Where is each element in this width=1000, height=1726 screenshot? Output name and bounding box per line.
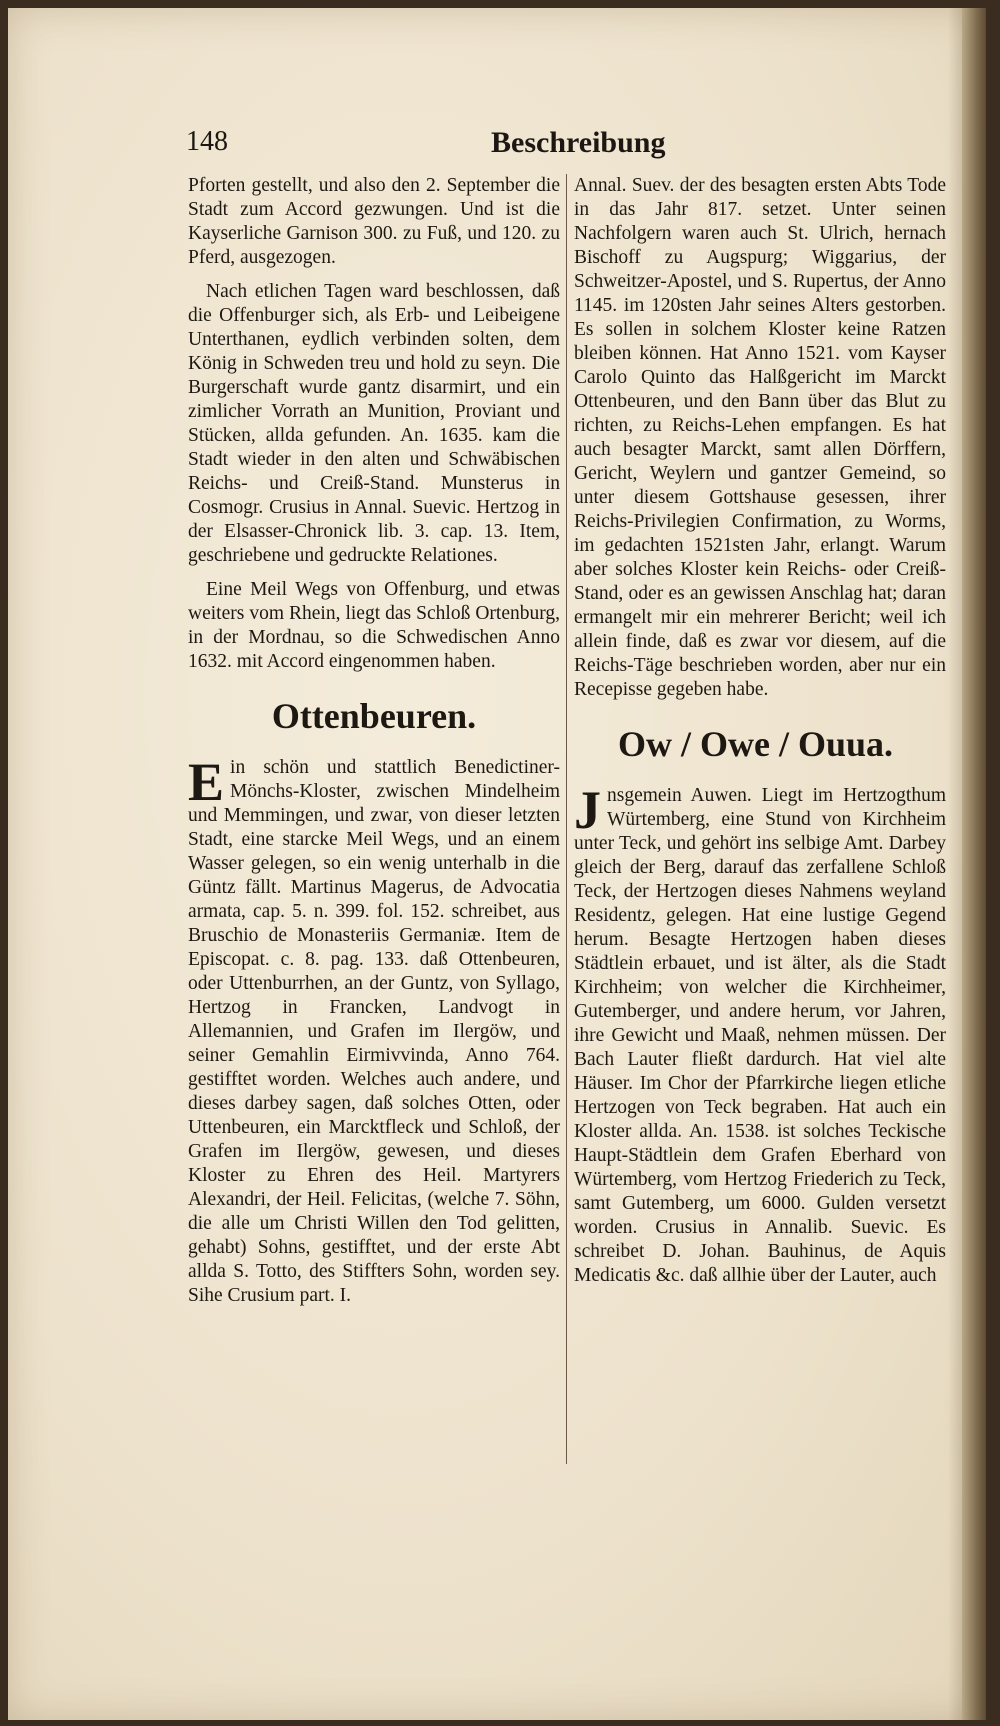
paragraph: Annal. Suev. der des besagten ersten Abts Tode in das Jahr 817. setzet. Unter seinen Nachfolgern waren auch St. Ulrich, hernach Bischoff zu Augspurg; Wiggarius, der Schweitzer-Apostel, und S. Rupertus, der Anno 1145. im 120sten Jahr seines Alters gestorben. Es sollen in solchem Kloster keine Ratzen bleiben können. Hat Anno 1521. vom Kayser Carolo Quinto das Halßgericht im Marckt Ottenbeuren, und den Bann über das Blut zu richten, zu Reichs-Lehen empfangen. Es hat auch besagter Marckt, samt allen Dörffern, Gericht, Weylern und gantzer Gemeind, so unter diesem Gottshause gesessen, ihrer Reichs-Privilegien Confirmation, zu Worms, im gedachten 1521sten Jahr, erlangt. Warum aber solches Kloster kein Reichs- oder Creiß-Stand, oder es an gewissen Anschlag hat; daran ermangelt mir ein mehrerer Bericht; weil ich allein finde, daß es zwar vor diesem, auf die Reichs-Täge beschrieben worden, aber nur ein Recepisse gegeben habe. <box>574 175 946 700</box>
book-gutter <box>962 8 986 1720</box>
drop-cap: E <box>188 752 225 812</box>
paragraph: Pforten gestellt, und also den 2. September die Stadt zum Accord gezwungen. Und ist die Kayserliche Garnison 300. zu Fuß, und 120. zu Pferd, ausgezogen. <box>188 175 560 268</box>
book-page <box>8 8 986 1720</box>
section-heading-ottenbeuren: Ottenbeuren. <box>271 696 477 736</box>
column-divider <box>566 174 567 1464</box>
paragraph <box>188 752 560 1308</box>
paragraph: Eine Meil Wegs von Offenburg, und etwas weiters vom Rhein, liegt das Schloß Ortenburg, in der Mordnau, so die Schwedischen Anno 1632. mit Accord eingenommen haben. <box>188 579 560 672</box>
paragraph: Nach etlichen Tagen ward beschlossen, daß die Offenburger sich, als Erb- und Leibeigene Unterthanen, eydlich verbinden solten, dem König in Schweden treu und hold zu seyn. Die Burgerschaft wurde gantz disarmirt, und ein zimlicher Vorrath an Munition, Proviant und Stücken, allda gefunden. An. 1635. kam die Stadt wieder in den alten und Schwäbischen Reichs- und Creiß-Stand. Munsterus in Cosmogr. Crusius in Annal. Suevic. Hertzog in der Elsasser-Chronick lib. 3. cap. 13. Item, geschriebene und gedruckte Relationes. <box>188 281 560 566</box>
paragraph <box>574 780 946 1288</box>
right-column <box>574 174 946 1298</box>
drop-cap: J <box>574 780 601 840</box>
paragraph-text: in schön und stattlich Benedictiner-Mönchs-Kloster, zwischen Mindelheim und Memmingen, und zwar, von dieser letzten Stadt, eine starcke Meil Wegs, und an einem Wasser gelegen, so ein wenig unterhalb in die Güntz fällt. Martinus Magerus, de Advocatia armata, cap. 5. n. 399. fol. 152. schreibet, aus Bruschio de Monasteriis Germaniæ. Item de Episcopat. c. 8. pag. 133. daß Ottenbeuren, oder Uttenburrhen, an der Guntz, von Syllago, Hertzog in Francken, Landvogt in Allemannien, und Grafen im Ilergöw, und seiner Gemahlin Eirmivvinda, Anno 764. gestifftet worden. Welches auch andere, und dieses darbey sagen, daß solches Otten, oder Uttenbeuren, ein Marcktfleck und Schloß, der Grafen im Ilergöw, gewesen, und dieses Kloster zu Ehren des Heil. Martyrers Alexandri, der Heil. Felicitas, (welche 7. Söhn, die alle um Christi Willen den Tod gelitten, gehabt) Sohns, gestifftet, und der erste Abt allda S. Totto, des Stiffters Sohn, worden sey. Sihe Crusium part. I. <box>188 757 560 1306</box>
page-header <box>186 126 666 166</box>
left-column <box>188 174 560 1318</box>
running-title: Beschreibung <box>491 126 666 159</box>
page-shadow <box>948 8 962 1720</box>
section-heading-ow: Ow / Owe / Ouua. <box>618 724 894 764</box>
page-number: 148 <box>186 126 228 157</box>
paragraph-text: nsgemein Auwen. Liegt im Hertzogthum Würtemberg, eine Stund von Kirchheim unter Teck, und gehört ins selbige Amt. Darbey gleich der Berg, darauf das zerfallene Schloß Teck, der Hertzogen dieses Nahmens weyland Residentz, gelegen. Hat eine lustige Gegend herum. Besagte Hertzogen haben dieses Städtlein erbauet, und ist älter, als die Stadt Kirchheim; von welcher die Kirchheimer, Gutemberger, und andere herum, vor Jahren, ihre Gewicht und Maaß, nehmen müssen. Der Bach Lauter fließt dardurch. Hat viel alte Häuser. Im Chor der Pfarrkirche liegen etliche Hertzogen von Teck begraben. Hat auch ein Kloster allda. An. 1538. ist solches Teckische Haupt-Städtlein dem Grafen Eberhard von Würtemberg, vom Hertzog Friederich zu Teck, samt Gutemberg, um 6000. Gulden versetzt worden. Crusius in Annalib. Suevic. Es schreibet D. Johan. Bauhinus, de Aquis Medicatis &c. daß allhie über der Lauter, auch <box>574 785 946 1286</box>
